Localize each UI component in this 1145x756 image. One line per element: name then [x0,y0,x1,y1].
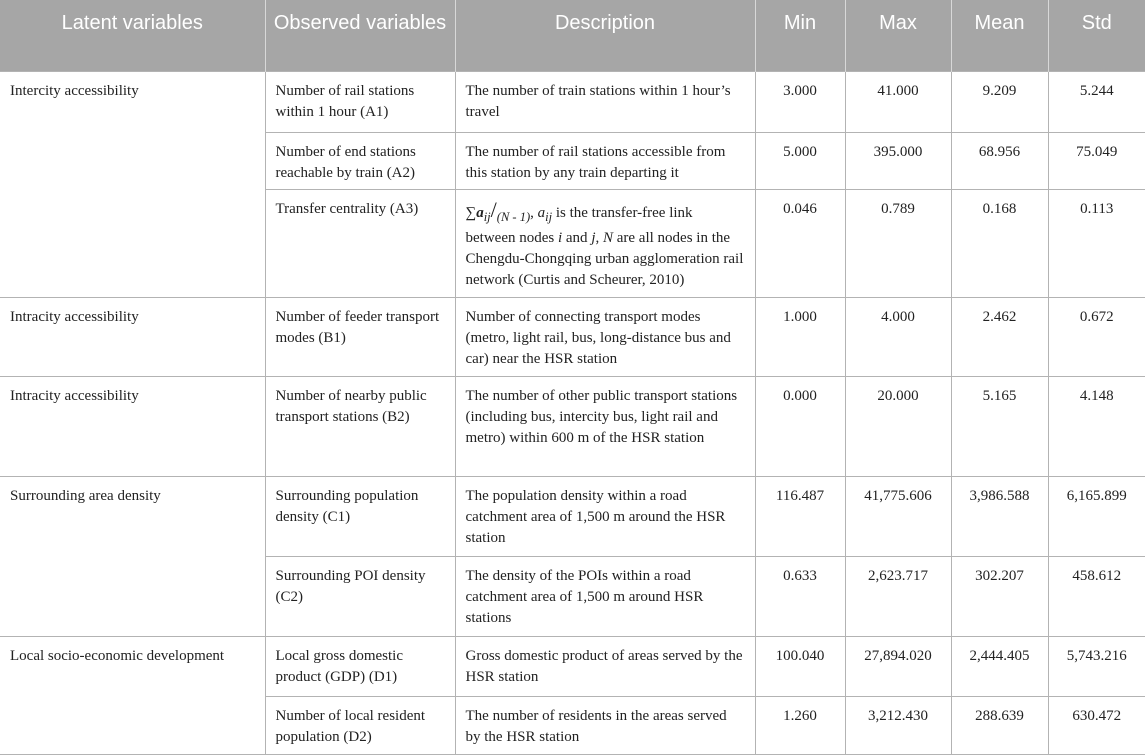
node-n: N [602,229,613,246]
header-description: Description [455,0,755,71]
mean-cell: 9.209 [951,71,1048,132]
min-cell: 0.633 [755,556,845,636]
header-row [0,0,1145,71]
max-cell: 2,623.717 [845,556,951,636]
observed-cell: Transfer centrality (A3) [265,189,455,297]
description-cell: The number of rail stations accessible from this station by any train departing it [455,132,755,189]
observed-cell: Surrounding POI density (C2) [265,556,455,636]
formula-comma: , [530,204,538,221]
std-cell: 4.148 [1048,376,1145,476]
max-cell: 0.789 [845,189,951,297]
description-cell: The number of train stations within 1 hour’s travel [455,71,755,132]
description-cell: The density of the POIs within a road catchment area of 1,500 m around HSR stations [455,556,755,636]
std-cell: 458.612 [1048,556,1145,636]
description-text-3: are all nodes in the Chengdu-Chongqing urban agglomeration rail network (Curtis and Scheurer, 2010) [465,229,744,288]
header-std: Std [1048,0,1145,71]
mean-cell: 2,444.405 [951,636,1048,696]
header-latent: Latent variables [0,0,265,71]
mean-cell: 5.165 [951,376,1048,476]
table-row [0,476,1145,556]
formula-ij: ij [483,209,491,224]
max-cell: 27,894.020 [845,636,951,696]
description-text-1: is the transfer-free link between nodes [465,204,693,246]
header-min: Min [755,0,845,71]
mean-cell: 68.956 [951,132,1048,189]
formula-a: a [476,204,484,221]
table-row [0,376,1145,476]
latent-cell: Intercity accessibility [0,71,265,297]
max-cell: 41.000 [845,71,951,132]
std-cell: 5.244 [1048,71,1145,132]
max-cell: 4.000 [845,297,951,376]
observed-cell: Number of rail stations within 1 hour (A1) [265,71,455,132]
std-cell: 0.113 [1048,189,1145,297]
observed-cell: Number of end stations reachable by train (A2) [265,132,455,189]
description-cell: Gross domestic product of areas served by the HSR station [455,636,755,696]
latent-cell: Intracity accessibility [0,376,265,476]
latent-cell: Intracity accessibility [0,297,265,376]
node-i: i [557,229,563,246]
formula-slash: / [490,196,497,222]
max-cell: 20.000 [845,376,951,476]
header-max: Max [845,0,951,71]
observed-cell: Surrounding population density (C1) [265,476,455,556]
min-cell: 5.000 [755,132,845,189]
min-cell: 116.487 [755,476,845,556]
description-and: and [562,229,592,246]
max-cell: 395.000 [845,132,951,189]
mean-cell: 288.639 [951,696,1048,754]
std-cell: 75.049 [1048,132,1145,189]
description-text-2: , [595,229,603,246]
observed-cell: Local gross domestic product (GDP) (D1) [265,636,455,696]
observed-cell: Number of local resident population (D2) [265,696,455,754]
formula-denominator: (N - 1) [496,209,531,224]
description-cell [455,189,755,297]
mean-cell: 2.462 [951,297,1048,376]
mean-cell: 302.207 [951,556,1048,636]
description-cell: The number of other public transport stations (including bus, intercity bus, light rail and metro) within 600 m of the HSR station [455,376,755,476]
description-cell: Number of connecting transport modes (metro, light rail, bus, long-distance bus and car) near the HSR station [455,297,755,376]
observed-cell: Number of nearby public transport stations (B2) [265,376,455,476]
min-cell: 1.000 [755,297,845,376]
header-observed: Observed variables [265,0,455,71]
max-cell: 3,212.430 [845,696,951,754]
mean-cell: 3,986.588 [951,476,1048,556]
min-cell: 1.260 [755,696,845,754]
std-cell: 0.672 [1048,297,1145,376]
latent-cell: Local socio-economic development [0,636,265,754]
std-cell: 5,743.216 [1048,636,1145,696]
max-cell: 41,775.606 [845,476,951,556]
std-cell: 6,165.899 [1048,476,1145,556]
table-row [0,297,1145,376]
description-cell: The population density within a road catchment area of 1,500 m around the HSR station [455,476,755,556]
formula-ij2: ij [545,209,553,224]
formula-a2: a [537,204,546,221]
description-cell: The number of residents in the areas served by the HSR station [455,696,755,754]
sum-symbol: ∑ [465,204,477,221]
table-row [0,71,1145,132]
min-cell: 3.000 [755,71,845,132]
mean-cell: 0.168 [951,189,1048,297]
std-cell: 630.472 [1048,696,1145,754]
min-cell: 0.000 [755,376,845,476]
latent-cell: Surrounding area density [0,476,265,636]
table-row [0,636,1145,696]
min-cell: 100.040 [755,636,845,696]
observed-cell: Number of feeder transport modes (B1) [265,297,455,376]
node-j: j [591,229,596,246]
header-mean: Mean [951,0,1048,71]
min-cell: 0.046 [755,189,845,297]
